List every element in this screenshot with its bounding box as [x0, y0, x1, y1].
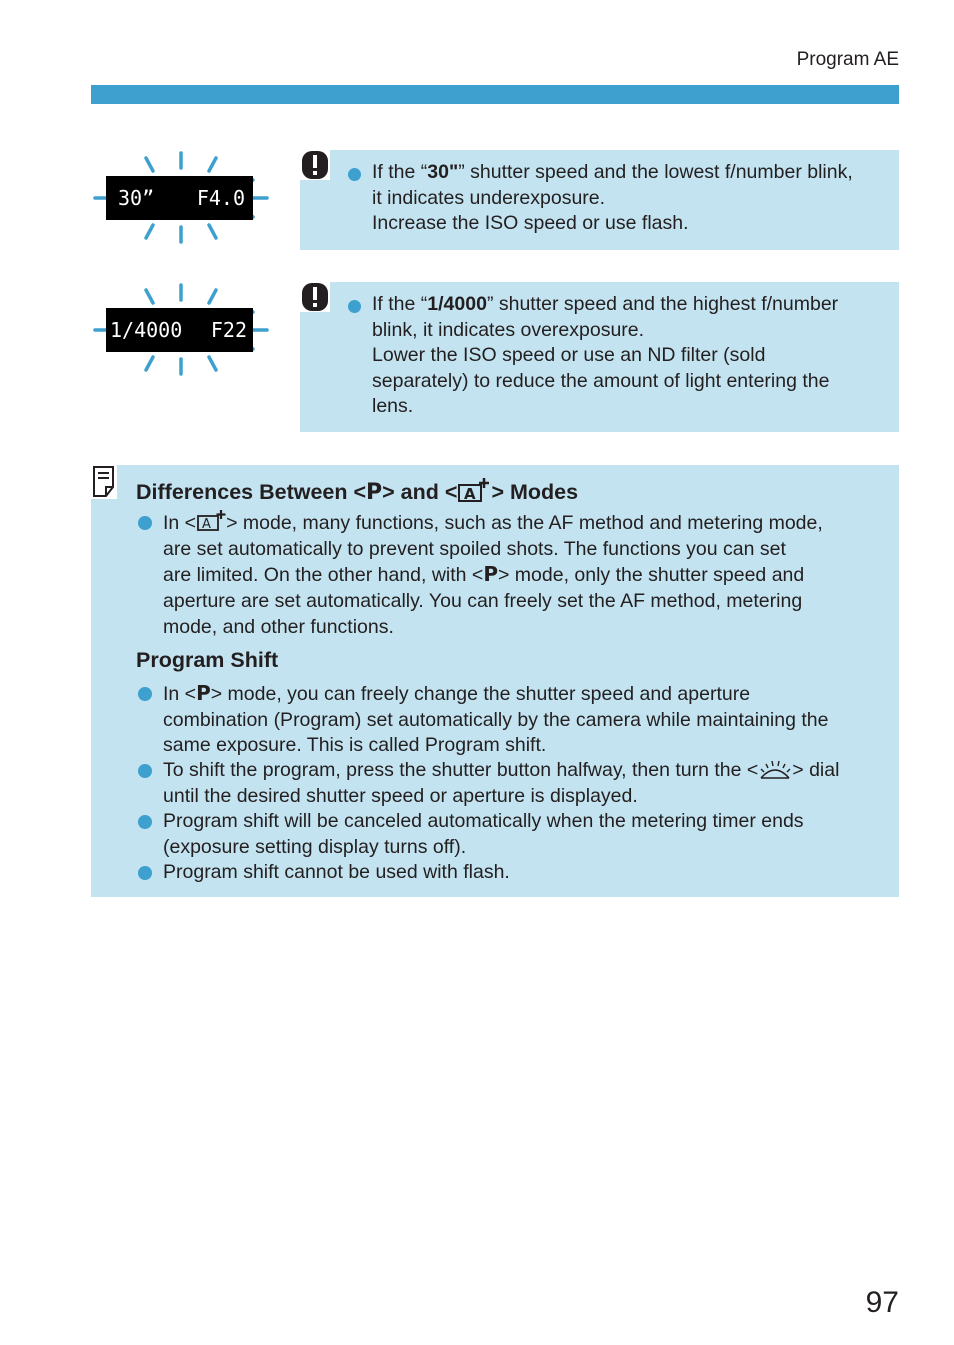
scene-intelligent-auto-icon: [457, 477, 491, 503]
caution-overexposure-text: If the “1/4000” shutter speed and the highest f/number blink, it indicates overexposure. Lower the ISO speed or use an ND filter (sold separately) to reduce the amount of light entering the lens.: [372, 293, 839, 417]
note-box: [91, 465, 899, 897]
shutter-value-bold: 1/4000: [427, 293, 487, 315]
svg-text:A: A: [464, 485, 477, 503]
bullet-dot: [138, 866, 152, 880]
scene-intelligent-auto-icon: [196, 510, 226, 532]
program-shift-heading: Program Shift: [136, 648, 279, 672]
program-shift-bullet-1: In <P> mode, you can freely change the shutter speed and aperture combination (Program) set automatically by the camera while maintaining the same exposure. This is called Program shift.: [163, 681, 829, 757]
caution-underexposure-box: [300, 150, 899, 250]
header-section-title: Program AE: [796, 49, 899, 70]
lcd-shutter-value: 1/4000: [110, 318, 183, 342]
caution-icon: [300, 150, 330, 180]
lcd-overexposure-display: [91, 282, 271, 377]
program-shift-bullet-2: To shift the program, press the shutter button halfway, then turn the < > dial until the desired shutter speed or aperture is displayed.: [163, 759, 840, 807]
main-dial-icon: [758, 758, 792, 780]
caution-underexposure-text: If the “30"” shutter speed and the lowest f/number blink, it indicates underexposure. Increase the ISO speed or use flash.: [372, 161, 853, 234]
memo-icon: [91, 465, 117, 499]
bullet-dot: [138, 815, 152, 829]
caution-overexposure-box: [300, 282, 899, 432]
differences-paragraph: In < A > mode, many functions, such as the AF method and metering mode, are set automatically to prevent spoiled shots. The functions you can set are limited. On the other hand, with <P> mode, only the shutter speed and aperture are set automatically. You can freely set the AF method, metering mode, and other functions.: [163, 512, 823, 638]
differences-heading: Differences Between <P> and < A > Modes: [136, 477, 578, 505]
p-mode-icon: P: [196, 681, 211, 705]
header-bar: [91, 85, 899, 104]
lcd-shutter-value: 30”: [118, 186, 155, 210]
bullet-dot: [138, 764, 152, 778]
lcd-aperture-value: F22: [210, 318, 247, 342]
svg-text:A: A: [202, 517, 211, 532]
program-shift-bullet-4: Program shift cannot be used with flash.: [163, 861, 510, 883]
lcd-aperture-value: F4.0: [196, 186, 245, 210]
program-shift-bullet-3: Program shift will be canceled automatically when the metering timer ends (exposure setting display turns off).: [163, 810, 804, 858]
page-number: 97: [865, 1286, 899, 1319]
bullet-dot: [348, 168, 361, 181]
bullet-dot: [348, 300, 361, 313]
bullet-dot: [138, 687, 152, 701]
lcd-underexposure-display: [91, 150, 271, 245]
caution-icon: [300, 282, 330, 312]
p-mode-icon: P: [483, 562, 498, 587]
shutter-value-bold: 30": [427, 161, 459, 183]
p-mode-icon: P: [366, 480, 383, 505]
bullet-dot: [138, 516, 152, 530]
